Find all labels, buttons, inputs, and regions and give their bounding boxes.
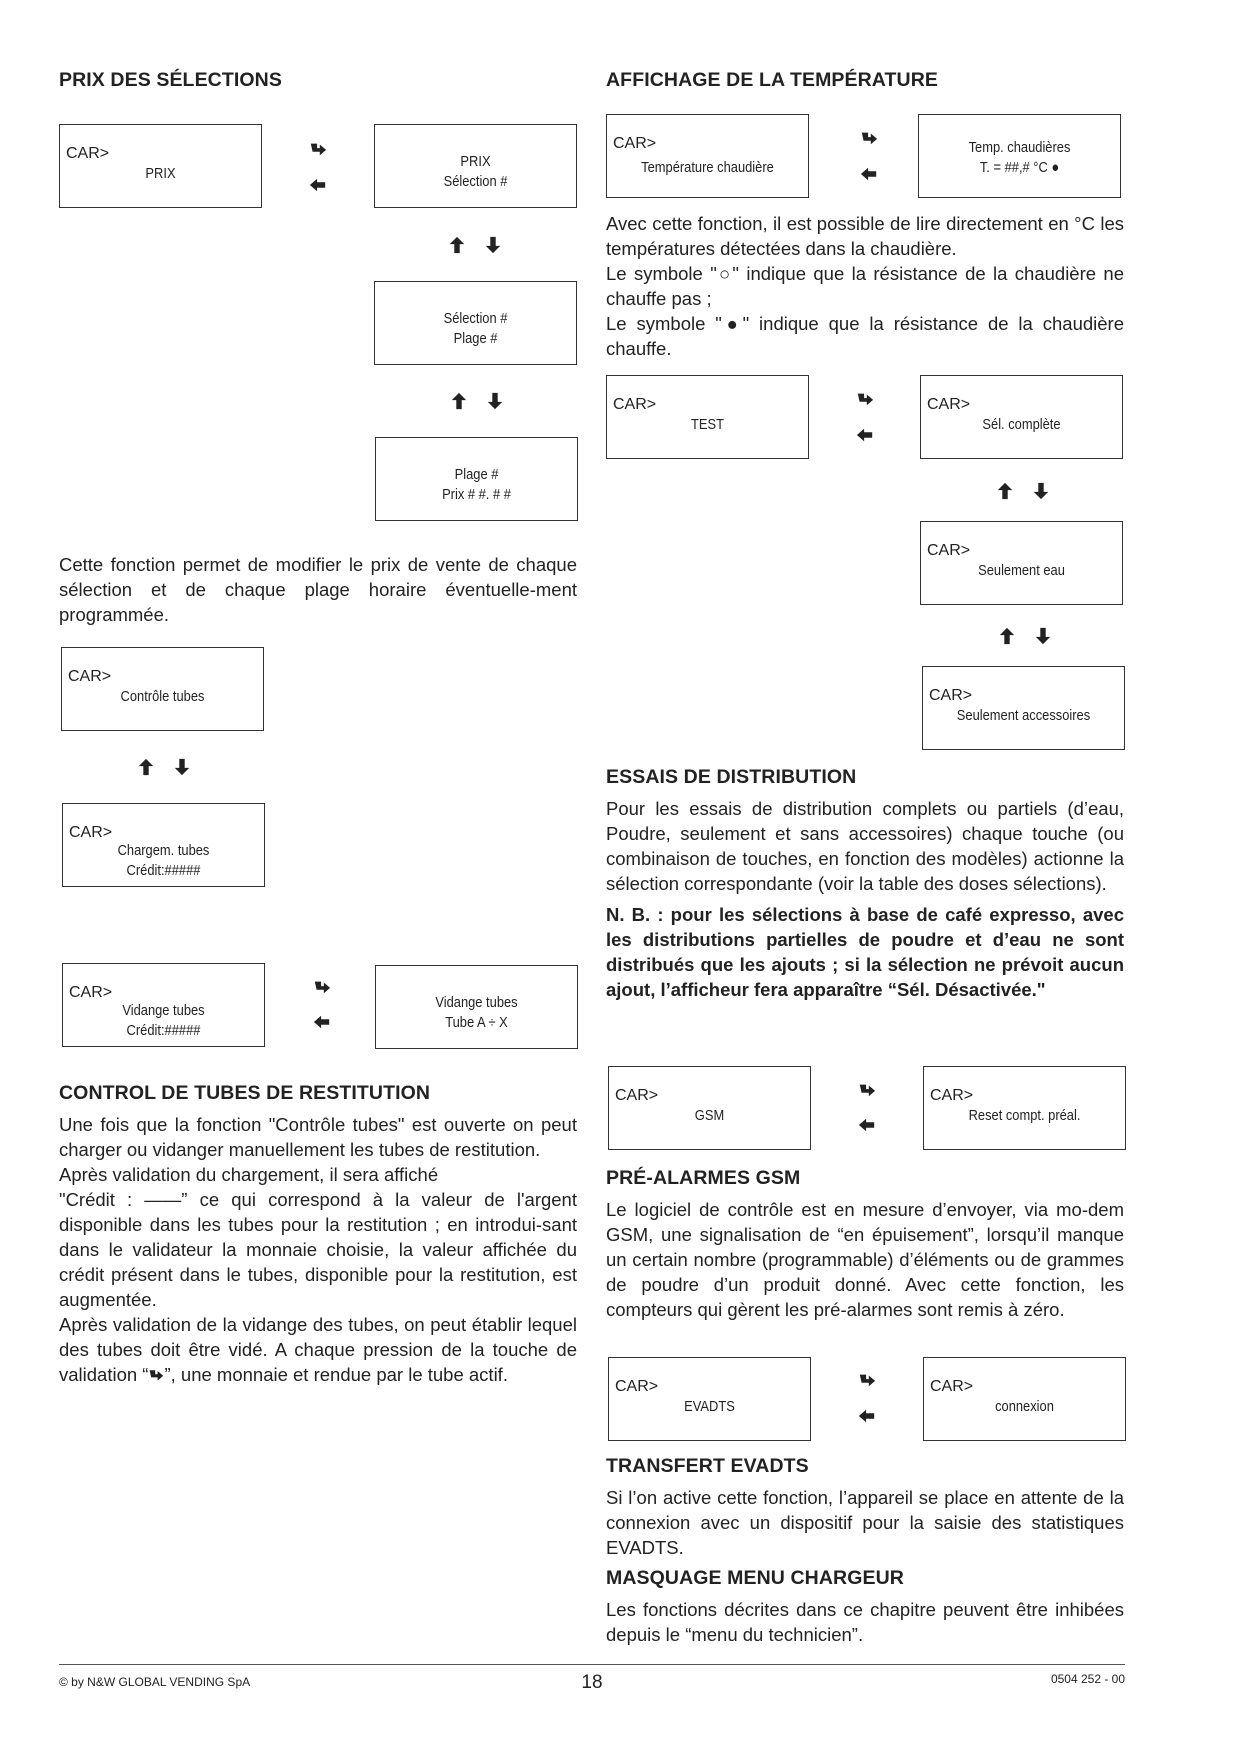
lcd-line2: Sélection # [443, 173, 508, 190]
lcd-car-label: CAR> [69, 824, 113, 841]
lcd-car-label: CAR> [68, 668, 112, 685]
back-arrow-icon [309, 176, 327, 194]
enter-arrow-icon [309, 140, 327, 158]
lcd-car-label: CAR> [615, 1378, 659, 1395]
lcd-selection-plage [374, 281, 577, 365]
lcd-plage-prix [375, 437, 578, 521]
down-arrow-icon [486, 392, 504, 410]
transfert-heading: TRANSFERT EVADTS [606, 1455, 809, 1477]
control-paragraph-4b: ”, une monnaie et rendue par le tube actif. [164, 1364, 508, 1385]
enter-arrow-icon [148, 1367, 164, 1383]
lcd-line1: Chargem. tubes [117, 842, 210, 859]
lcd-seulement-accessoires [922, 666, 1125, 750]
lcd-car-label: CAR> [930, 1378, 974, 1395]
lcd-line1: GSM [694, 1107, 725, 1124]
back-arrow-icon [858, 1407, 876, 1425]
enter-arrow-icon [860, 129, 878, 147]
up-arrow-icon [137, 758, 155, 776]
lcd-car-label: CAR> [927, 396, 971, 413]
lcd-line1: Plage # [454, 466, 499, 483]
footer-divider [59, 1664, 1125, 1665]
lcd-line2: T. = ##,# °C ● [979, 159, 1060, 176]
control-paragraph-2: Après validation du chargement, il sera affiché [59, 1164, 439, 1185]
control-paragraph-3: "Crédit : ——” ce qui correspond à la valeur de l'argent disponible dans les tubes pour la restitution ; en introdui-sant dans le validateur la monnaie choisie, la valeur affichée du crédit présent dans le tubes, disponible pour la restitution, est augmentée. [59, 1189, 577, 1310]
page-number: 18 [581, 1672, 603, 1693]
lcd-line2: Crédit:##### [126, 1022, 201, 1039]
lcd-line1: connexion [995, 1398, 1054, 1415]
down-arrow-icon [1034, 627, 1052, 645]
masquage-heading: MASQUAGE MENU CHARGEUR [606, 1567, 904, 1589]
lcd-car-label: CAR> [615, 1087, 659, 1104]
temp-paragraph-2: Le symbole "○" indique que la résistance de la chaudière ne chauffe pas ; [606, 263, 1124, 309]
essais-note: N. B. : pour les sélections à base de café expresso, avec les distributions partielles de poudre et d’eau ne sont distribués que les ajouts ; si la sélection ne prévoit aucun ajout, l’afficheur fera apparaître “Sél. Désactivée." [606, 904, 1124, 1000]
lcd-line1: Temp. chaudières [968, 139, 1071, 156]
lcd-line1: Sélection # [443, 310, 508, 327]
lcd-gsm [608, 1066, 811, 1150]
lcd-temperature-value [918, 114, 1121, 198]
enter-arrow-icon [856, 390, 874, 408]
enter-arrow-icon [858, 1371, 876, 1389]
lcd-car-label: CAR> [927, 542, 971, 559]
lcd-line1: Vidange tubes [435, 994, 518, 1011]
up-arrow-icon [998, 627, 1016, 645]
lcd-line2: Plage # [453, 330, 498, 347]
lcd-prix-selection [374, 124, 577, 208]
prix-heading: PRIX DES SÉLECTIONS [59, 69, 282, 91]
lcd-line1: Seulement eau [978, 562, 1065, 579]
lcd-car-label: CAR> [930, 1087, 974, 1104]
up-arrow-icon [448, 236, 466, 254]
up-arrow-icon [996, 482, 1014, 500]
control-paragraph-4a: Après validation de la vidange des tubes, on peut établir lequel des tubes doit être vidé. A chaque pression de la touche de validation “ [59, 1314, 577, 1385]
back-arrow-icon [858, 1116, 876, 1134]
back-arrow-icon [856, 426, 874, 444]
down-arrow-icon [1032, 482, 1050, 500]
enter-arrow-icon [858, 1081, 876, 1099]
lcd-line1: TEST [691, 416, 724, 433]
lcd-line2: Prix # #. # # [442, 486, 511, 503]
control-paragraph-1: Une fois que la fonction "Contrôle tubes" est ouverte on peut charger ou vidanger manuellement les tubes de restitution. [59, 1114, 577, 1160]
lcd-prix [59, 124, 262, 208]
up-arrow-icon [450, 392, 468, 410]
lcd-chargem-tubes [62, 803, 265, 887]
lcd-line1: Sél. complète [982, 416, 1061, 433]
lcd-line1: Vidange tubes [122, 1002, 205, 1019]
lcd-test [606, 375, 809, 459]
lcd-vidange-tube-select [375, 965, 578, 1049]
down-arrow-icon [173, 758, 191, 776]
lcd-line1: Contrôle tubes [120, 688, 205, 705]
lcd-temperature [606, 114, 809, 198]
control-description [59, 1112, 577, 1387]
back-arrow-icon [313, 1013, 331, 1031]
enter-arrow-icon [313, 978, 331, 996]
essais-paragraph-1: Pour les essais de distribution complets ou partiels (d’eau, Poudre, seulement et sans accessoires) chaque touche (ou combinaison de touches, en fonction des modèles) actionne la sélection correspondante (voir la table des doses sélections). [606, 798, 1124, 894]
temp-heading: AFFICHAGE DE LA TEMPÉRATURE [606, 69, 939, 91]
lcd-evadts [608, 1357, 811, 1441]
down-arrow-icon [484, 236, 502, 254]
footer-copyright: © by N&W GLOBAL VENDING SpA [59, 1675, 251, 1689]
control-heading: CONTROL DE TUBES DE RESTITUTION [59, 1082, 431, 1104]
back-arrow-icon [860, 165, 878, 183]
gsm-description: Le logiciel de contrôle est en mesure d’envoyer, via mo-dem GSM, une signalisation de “en épuisement”, lorsqu’il manque un certain nombre (programmable) d’éléments ou de grammes de poudre d’un produit donné. Avec cette fonction, les compteurs qui gèrent les pré-alarmes sont remis à zéro. [606, 1199, 1124, 1320]
lcd-line2: Tube A ÷ X [445, 1014, 508, 1031]
lcd-car-label: CAR> [929, 687, 973, 704]
lcd-car-label: CAR> [66, 145, 110, 162]
lcd-line1: PRIX [145, 165, 176, 182]
temp-paragraph-1: Avec cette fonction, il est possible de lire directement en °C les températures détectées dans la chaudière. [606, 213, 1124, 259]
lcd-line1: Seulement accessoires [956, 707, 1091, 724]
lcd-line1: Température chaudière [641, 159, 774, 176]
lcd-sel-complete [920, 375, 1123, 459]
masquage-description: Les fonctions décrites dans ce chapitre peuvent être inhibées depuis le “menu du technicien”. [606, 1599, 1124, 1645]
essais-description [606, 796, 1124, 1002]
lcd-vidange-tubes [62, 963, 265, 1047]
temp-paragraph-3: Le symbole "●" indique que la résistance de la chaudière chauffe. [606, 313, 1124, 359]
essais-heading: ESSAIS DE DISTRIBUTION [606, 766, 857, 788]
lcd-line1: Reset compt. préal. [968, 1107, 1081, 1124]
lcd-car-label: CAR> [613, 396, 657, 413]
transfert-description: Si l’on active cette fonction, l’appareil se place en attente de la connexion avec un dispositif pour la saisie des statistiques EVADTS. [606, 1487, 1124, 1558]
lcd-controle-tubes [61, 647, 264, 731]
lcd-line1: EVADTS [684, 1398, 735, 1415]
temp-description [606, 211, 1124, 361]
lcd-car-label: CAR> [613, 135, 657, 152]
lcd-line1: PRIX [460, 153, 491, 170]
lcd-reset-compt [923, 1066, 1126, 1150]
gsm-heading: PRÉ-ALARMES GSM [606, 1167, 801, 1189]
lcd-car-label: CAR> [69, 984, 113, 1001]
prix-description: Cette fonction permet de modifier le prix de vente de chaque sélection et de chaque plage horaire éventuelle-ment programmée. [59, 554, 577, 625]
footer-doc-code: 0504 252 - 00 [1050, 1672, 1125, 1686]
lcd-connexion [923, 1357, 1126, 1441]
lcd-line2: Crédit:##### [126, 862, 201, 879]
control-paragraph-4 [59, 1312, 577, 1387]
lcd-seulement-eau [920, 521, 1123, 605]
